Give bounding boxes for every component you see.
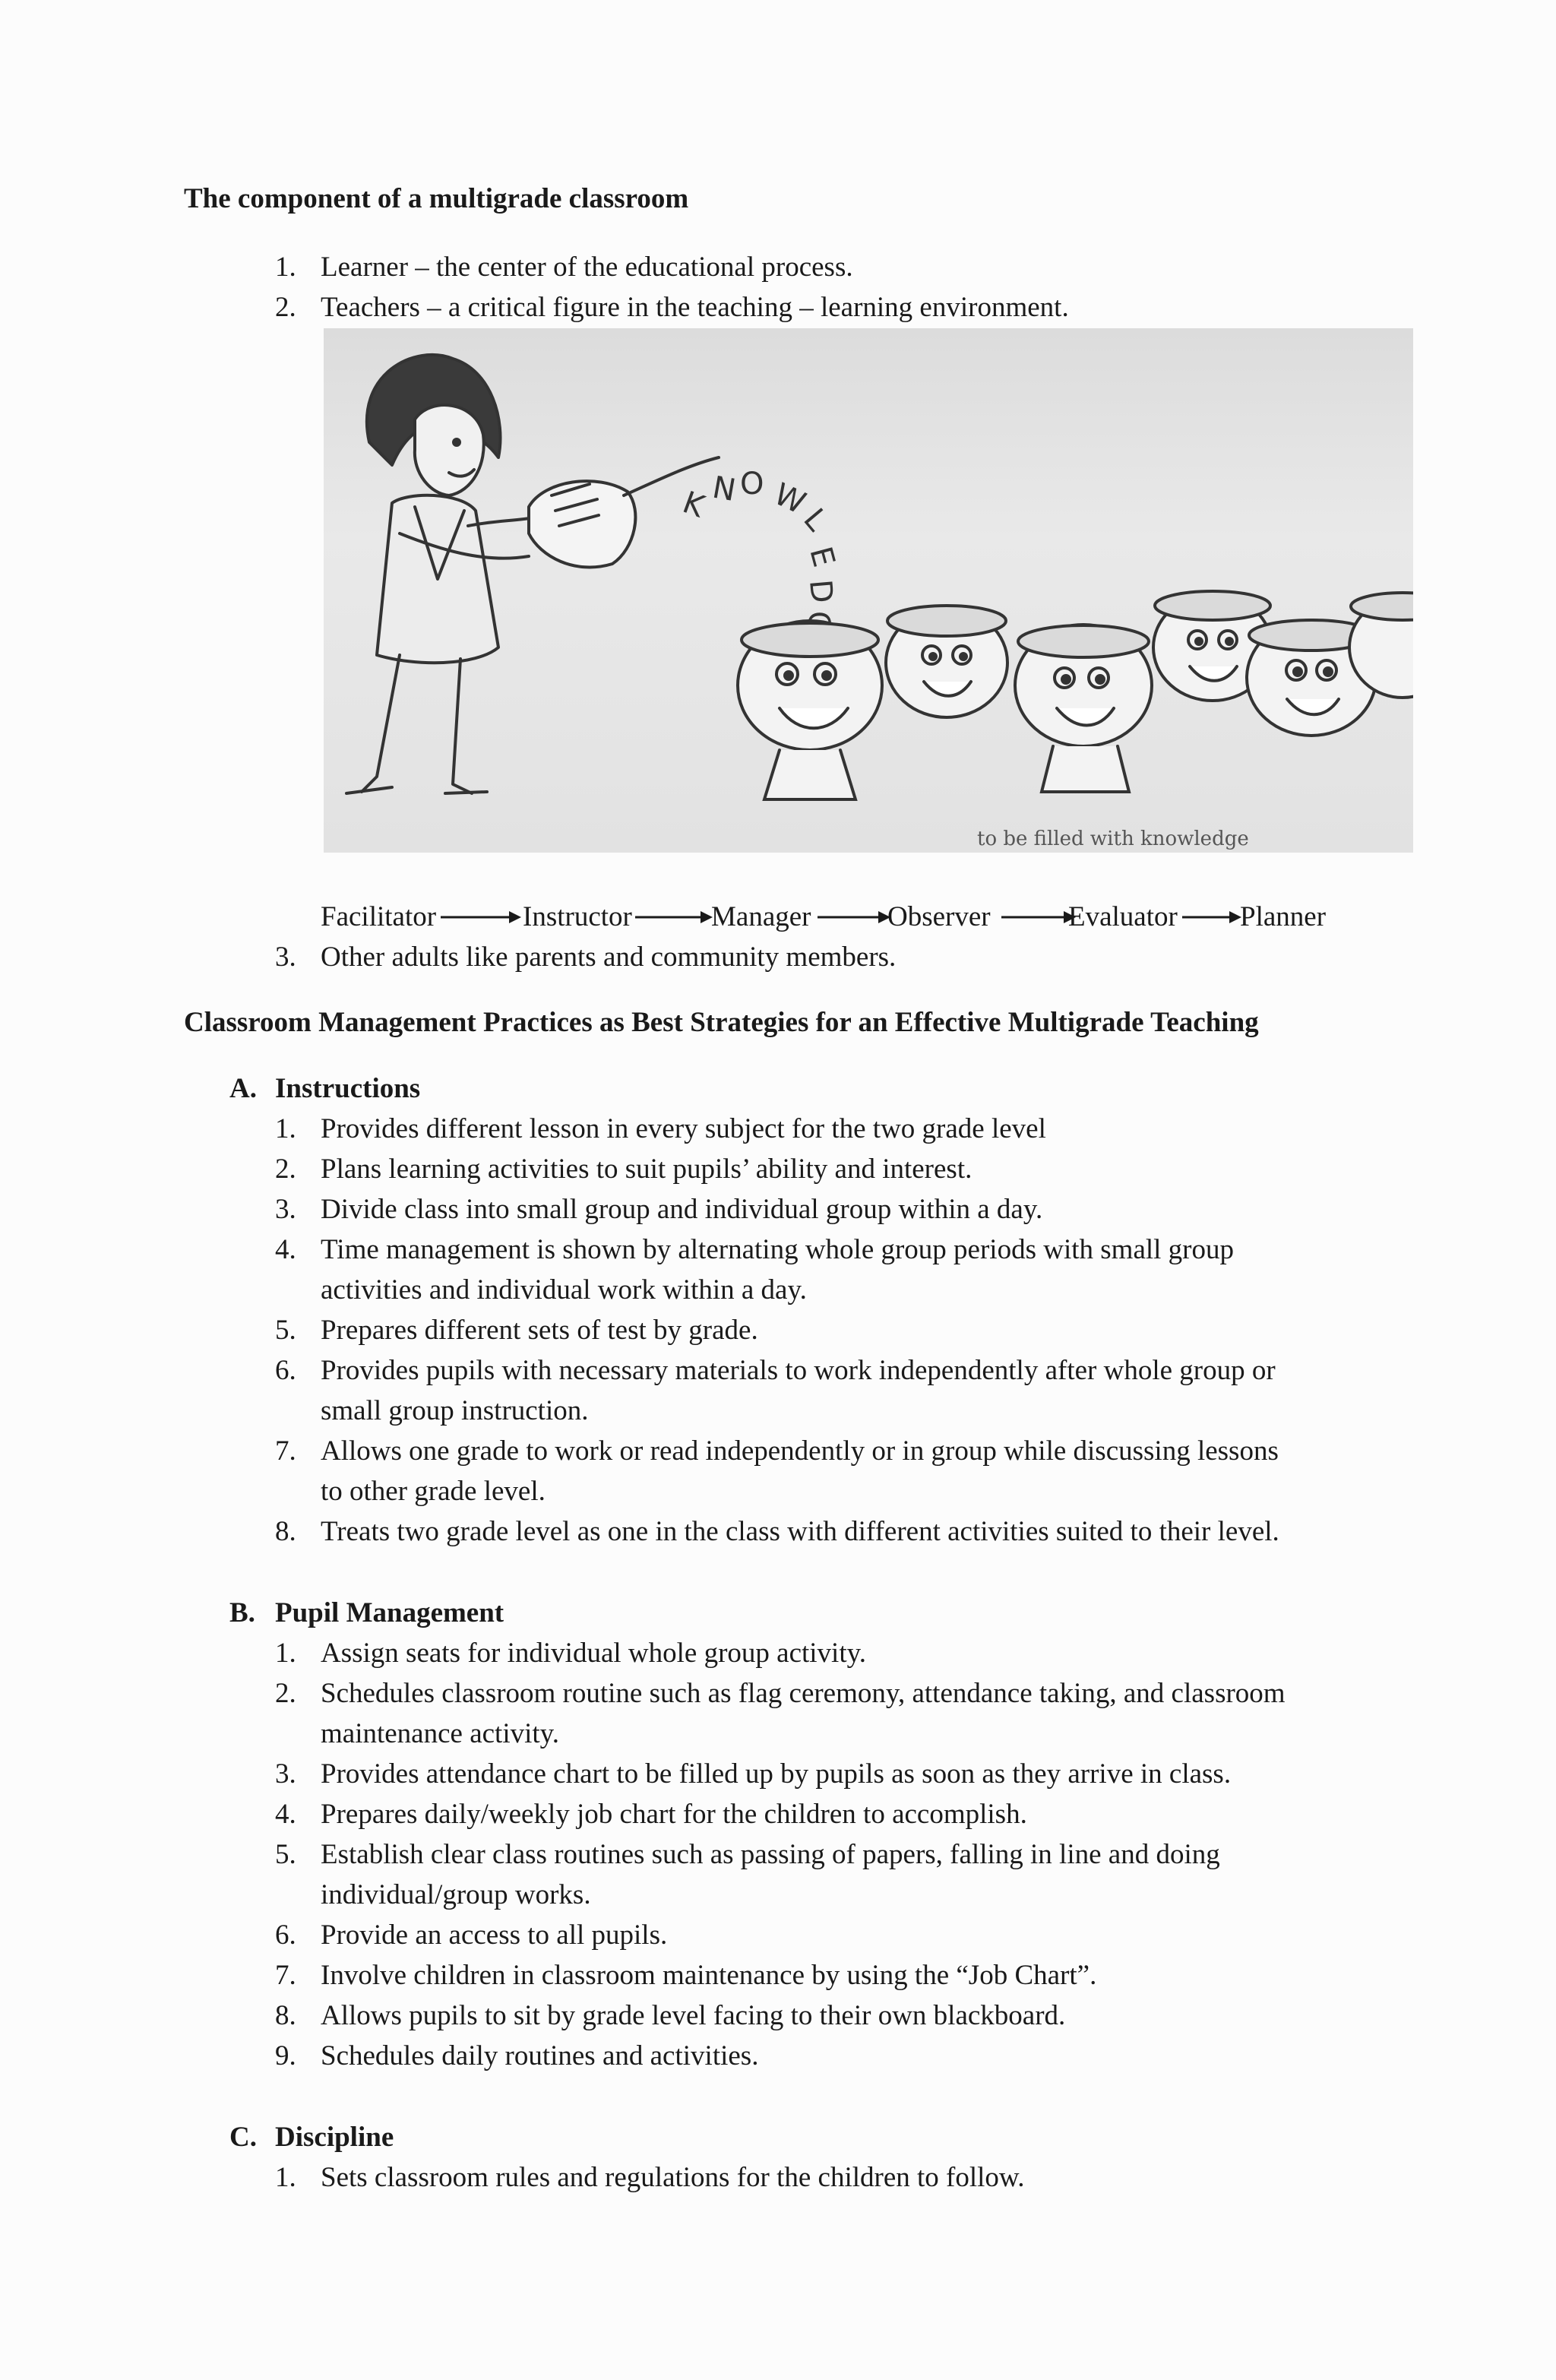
teacher-knowledge-illustration [324,328,1413,853]
item-text: Divide class into small group and individual group within a day. [321,1194,1043,1225]
item-text: Establish clear class routines such as passing of papers, falling in line and doing [321,1839,1220,1870]
item-number: 6. [275,1355,296,1386]
item-text: Time management is shown by alternating whole group periods with small group [321,1234,1234,1265]
item-text: Other adults like parents and community members. [321,942,897,973]
item-text: Provides pupils with necessary materials to work independently after whole group or [321,1355,1276,1386]
item-text: individual/group works. [321,1879,591,1910]
svg-text:E: E [802,543,842,571]
item-text: activities and individual work within a day. [321,1274,807,1306]
section-letter: C. [229,2122,257,2153]
item-text: Provide an access to all pupils. [321,1920,668,1951]
role-label: Evaluator [1068,901,1178,932]
item-text: Schedules daily routines and activities. [321,2040,759,2071]
item-number: 1. [275,2162,296,2193]
item-text: Schedules classroom routine such as flag ceremony, attendance taking, and classroom [321,1678,1286,1709]
item-number: 8. [275,2000,296,2031]
item-text: Treats two grade level as one in the class with different activities suited to their level. [321,1516,1279,1547]
item-text: to other grade level. [321,1476,546,1507]
item-number: 3. [275,1758,296,1790]
section-title: Pupil Management [275,1597,504,1628]
role-label: Observer [887,901,991,932]
item-text: Prepares different sets of test by grade. [321,1315,758,1346]
item-text: Plans learning activities to suit pupils’ ability and interest. [321,1154,972,1185]
arrow-right-icon [818,909,892,926]
item-text: Teachers – a critical figure in the teaching – learning environment. [321,292,1069,323]
item-number: 7. [275,1435,296,1467]
item-number: 6. [275,1920,296,1951]
page-title: The component of a multigrade classroom [184,183,689,214]
item-text: Involve children in classroom maintenance by using the “Job Chart”. [321,1960,1097,1991]
item-text: small group instruction. [321,1395,589,1426]
svg-text:L: L [796,502,834,538]
svg-text:D: D [802,578,840,605]
item-text: Prepares daily/weekly job chart for the children to accomplish. [321,1799,1027,1830]
role-label: Facilitator [321,901,437,932]
item-number: 3. [275,942,296,973]
item-number: 8. [275,1516,296,1547]
section-letter: A. [229,1073,257,1104]
item-text: maintenance activity. [321,1718,560,1749]
item-number: 3. [275,1194,296,1225]
item-number: 2. [275,292,296,323]
svg-text:O: O [740,467,764,502]
item-text: Learner – the center of the educational process. [321,252,853,283]
svg-text:N: N [710,470,738,509]
role-label: Planner [1240,901,1327,932]
item-number: 9. [275,2040,296,2071]
role-label: Manager [711,901,811,932]
item-text: Allows pupils to sit by grade level facing to their own blackboard. [321,2000,1066,2031]
arrow-right-icon [441,909,523,926]
item-number: 2. [275,1154,296,1185]
item-number: 4. [275,1799,296,1830]
svg-text:W: W [768,476,811,521]
item-number: 1. [275,1113,296,1144]
role-label: Instructor [523,901,632,932]
illustration-caption-fragment: to be filled with knowledge [977,828,1249,850]
arrow-right-icon [635,909,714,926]
arrow-right-icon [1001,909,1077,926]
item-number: 5. [275,1315,296,1346]
item-text: Assign seats for individual whole group activity. [321,1638,866,1669]
section-heading: Classroom Management Practices as Best Strategies for an Effective Multigrade Teaching [184,1007,1259,1038]
section-title: Discipline [275,2122,394,2153]
item-text: Provides different lesson in every subject for the two grade level [321,1113,1046,1144]
svg-text:K: K [678,485,709,525]
item-number: 4. [275,1234,296,1265]
item-text: Sets classroom rules and regulations for the children to follow. [321,2162,1025,2193]
item-number: 7. [275,1960,296,1991]
item-number: 1. [275,252,296,283]
item-text: Allows one grade to work or read independently or in group while discussing lessons [321,1435,1279,1467]
section-letter: B. [229,1597,255,1628]
item-number: 1. [275,1638,296,1669]
section-title: Instructions [275,1073,421,1104]
arrow-right-icon [1182,909,1243,926]
item-number: 2. [275,1678,296,1709]
item-text: Provides attendance chart to be filled up by pupils as soon as they arrive in class. [321,1758,1232,1790]
item-number: 5. [275,1839,296,1870]
